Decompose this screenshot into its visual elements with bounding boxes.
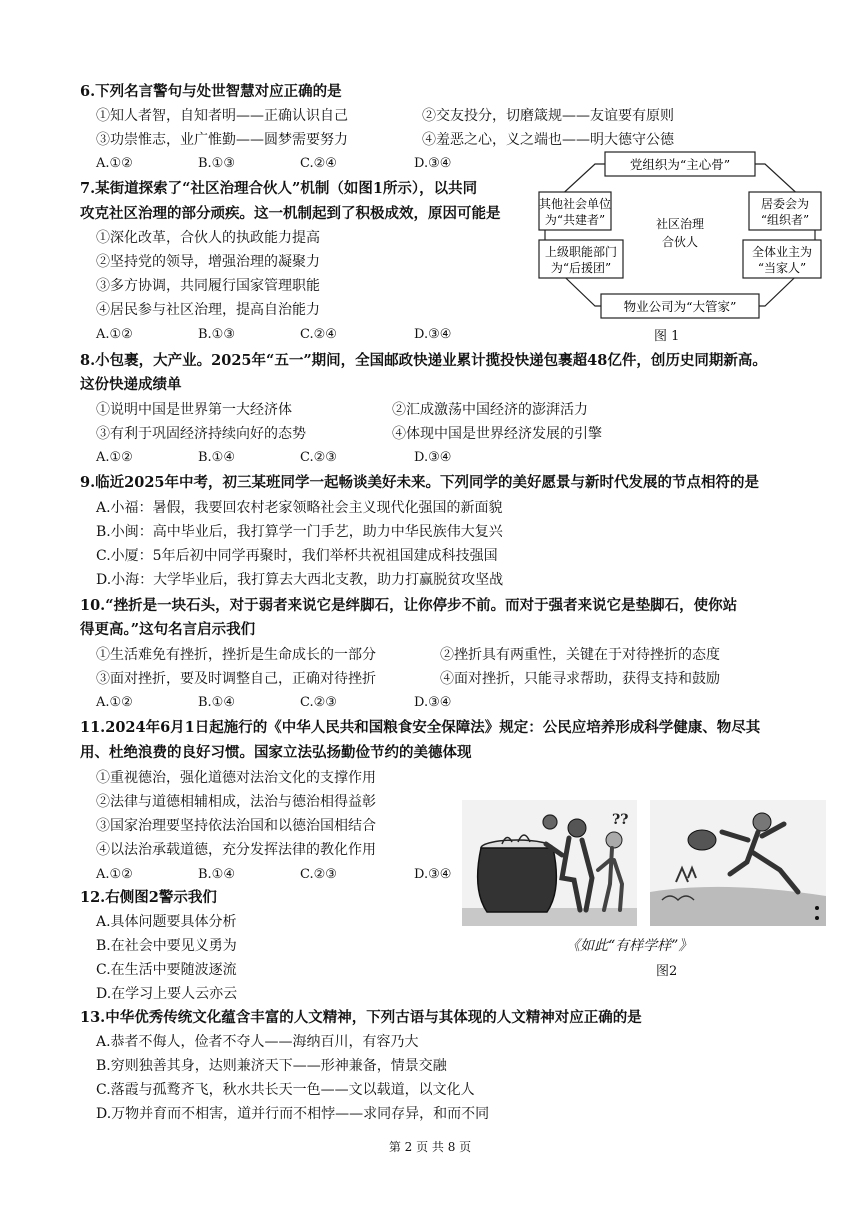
q10-stem-line2: 得更高。”这句名言启示我们	[80, 621, 256, 638]
q10-item-4: ④面对挫折，只能寻求帮助，获得支持和鼓励	[440, 671, 720, 687]
q9-option-a: A.小福：暑假，我要回农村老家领略社会主义现代化强国的新面貌	[96, 500, 503, 516]
child-head-3	[753, 813, 771, 831]
cartoon-left-panel	[462, 800, 637, 926]
q9-option-b: B.小闽：高中毕业后，我打算学一门手艺，助力中华民族伟大复兴	[96, 524, 503, 540]
q12-option-c: C.在生活中要随波逐流	[96, 962, 237, 978]
q13-option-a: A.恭者不侮人，俭者不夺人——海纳百川，有容乃大	[96, 1034, 419, 1050]
q10-item-2: ②挫折具有两重性，关键在于对待挫折的态度	[440, 647, 720, 663]
q7-answer-c: C.②④	[300, 327, 337, 342]
thrown-rock-icon	[688, 830, 716, 850]
q7-answer-b: B.①③	[198, 327, 235, 342]
fig1-left2-text-a: 上级职能部门	[544, 245, 618, 259]
fig1-center-text-a: 社区治理	[655, 217, 705, 231]
fig1-right2-text-a: 全体业主为	[751, 245, 813, 259]
q12-option-d: D.在学习上要人云亦云	[96, 986, 238, 1002]
question-marks-icon: ??	[612, 812, 629, 828]
figure-2-cartoon	[462, 800, 826, 930]
q8-answer-b: B.①④	[198, 450, 235, 465]
child-head-1	[568, 819, 586, 837]
q6-answer-d: D.③④	[414, 156, 452, 171]
fig1-bottom-text: 物业公司为“大管家”	[623, 299, 737, 314]
child-head-2	[606, 832, 622, 848]
q12-option-a: A.具体问题要具体分析	[96, 914, 237, 930]
q9-stem: 9.临近2025年中考，初三某班同学一起畅谈美好未来。下列同学的美好愿景与新时代发展的节点相符的是	[80, 474, 759, 491]
q7-stem-line1: 7.某街道探索了“社区治理合伙人”机制（如图1所示），以共同	[80, 180, 478, 197]
q6-answer-b: B.①③	[198, 156, 235, 171]
q7-item-1: ①深化改革，合伙人的执政能力提高	[96, 230, 320, 246]
flying-rock-icon	[543, 815, 557, 829]
q8-stem-line2: 这份快递成绩单	[80, 376, 182, 393]
q8-answer-c: C.②③	[300, 450, 337, 465]
q11-stem-line1: 11.2024年6月1日起施行的《中华人民共和国粮食安全保障法》规定：公民应培养形成科学健康、物尽其	[80, 719, 761, 736]
q10-stem-line1: 10.“挫折是一块石头，对于弱者来说它是绊脚石，让你停步不前。而对于强者来说它是垫脚石，使你站	[80, 597, 738, 614]
fig1-right2-text-b: “当家人”	[757, 261, 807, 275]
q7-item-3: ③多方协调，共同履行国家管理职能	[96, 278, 320, 294]
fig1-left1-text-b: 为“共建者”	[544, 213, 606, 227]
q10-answer-a: A.①②	[96, 695, 133, 710]
q6-item-2: ②交友投分，切磨箴规——友谊要有原则	[422, 108, 674, 124]
q10-answer-b: B.①④	[198, 695, 235, 710]
q7-stem-line2: 攻克社区治理的部分顽疾。这一机制起到了积极成效，原因可能是	[80, 205, 501, 222]
q6-stem: 6.下列名言警句与处世智慧对应正确的是	[80, 83, 342, 100]
q11-stem-line2: 用、杜绝浪费的良好习惯。国家立法弘扬勤俭节约的美德体现	[80, 744, 472, 761]
page-footer: 第 2 页 共 8 页	[388, 1140, 472, 1154]
q8-stem-line1: 8.小包裹，大产业。2025年“五一”期间，全国邮政快递业累计揽投快递包裹超48亿件，创历史同期新高。	[80, 352, 767, 369]
fig1-left1-text-a: 其他社会单位	[538, 197, 612, 211]
q6-answer-a: A.①②	[96, 156, 133, 171]
q7-item-2: ②坚持党的领导，增强治理的凝聚力	[96, 254, 320, 270]
q12-option-b: B.在社会中要见义勇为	[96, 938, 237, 954]
q6-item-4: ④羞恶之心，义之端也——明大德守公德	[422, 132, 674, 148]
q11-item-3: ③国家治理要坚持依法治国和以德治国相结合	[96, 818, 376, 834]
q6-item-1: ①知人者智，自知者明——正确认识自己	[96, 108, 348, 124]
fig1-center-text-b: 合伙人	[661, 235, 699, 249]
q10-item-1: ①生活难免有挫折，挫折是生命成长的一部分	[96, 647, 376, 663]
q10-item-3: ③面对挫折，要及时调整自己，正确对待挫折	[96, 671, 376, 687]
water-vat	[478, 848, 557, 912]
q7-item-4: ④居民参与社区治理，提高自治能力	[96, 302, 320, 318]
q11-item-2: ②法律与道德相辅相成，法治与德治相得益彰	[96, 794, 376, 810]
q9-option-c: C.小厦：5年后初中同学再聚时，我们举杯共祝祖国建成科技强国	[96, 548, 498, 564]
cartoon-right-panel	[650, 800, 826, 926]
figure-1-label: 图 1	[654, 329, 680, 344]
q8-item-3: ③有利于巩固经济持续向好的态势	[96, 426, 306, 442]
figure-2-caption: 《如此“有样学样”》	[566, 938, 693, 954]
q10-answer-c: C.②③	[300, 695, 337, 710]
q6-answer-c: C.②④	[300, 156, 337, 171]
q13-stem: 13.中华优秀传统文化蕴含丰富的人文精神，下列古语与其体现的人文精神对应正确的是	[80, 1009, 642, 1026]
q7-answer-d: D.③④	[414, 327, 452, 342]
q10-answer-d: D.③④	[414, 695, 452, 710]
q11-answer-b: B.①④	[198, 867, 235, 882]
q8-answer-d: D.③④	[414, 450, 452, 465]
q11-answer-a: A.①②	[96, 867, 133, 882]
fig1-right1-text-b: “组织者”	[760, 213, 810, 227]
figure-2-label: 图2	[656, 964, 678, 979]
fig1-left2-text-b: 为“后援团”	[550, 261, 612, 275]
q6-item-3: ③功崇惟志，业广惟勤——圆梦需要努力	[96, 132, 348, 148]
q11-item-4: ④以法治承载道德，充分发挥法律的教化作用	[96, 842, 376, 858]
q11-item-1: ①重视德治，强化道德对法治文化的支撑作用	[96, 770, 376, 786]
fig1-top-text: 党组织为“主心骨”	[629, 157, 731, 172]
q13-option-d: D.万物并育而不相害，道并行而不相悖——求同存异，和而不同	[96, 1106, 490, 1122]
q13-option-b: B.穷则独善其身，达则兼济天下——形神兼备，情景交融	[96, 1058, 447, 1074]
q8-item-4: ④体现中国是世界经济发展的引擎	[392, 426, 602, 442]
q7-answer-a: A.①②	[96, 327, 133, 342]
q11-answer-d: D.③④	[414, 867, 452, 882]
q11-answer-c: C.②③	[300, 867, 337, 882]
q12-stem: 12.右侧图2警示我们	[80, 889, 217, 906]
q8-item-2: ②汇成激荡中国经济的澎湃活力	[392, 402, 588, 418]
fig1-right1-text-a: 居委会为	[760, 197, 810, 211]
q8-item-1: ①说明中国是世界第一大经济体	[96, 402, 292, 418]
q13-option-c: C.落霞与孤鹜齐飞，秋水共长天一色——文以载道，以文化人	[96, 1082, 475, 1098]
q8-answer-a: A.①②	[96, 450, 133, 465]
q9-option-d: D.小海：大学毕业后，我打算去大西北支教，助力打赢脱贫攻坚战	[96, 572, 504, 588]
figure-1-diagram	[535, 150, 825, 320]
